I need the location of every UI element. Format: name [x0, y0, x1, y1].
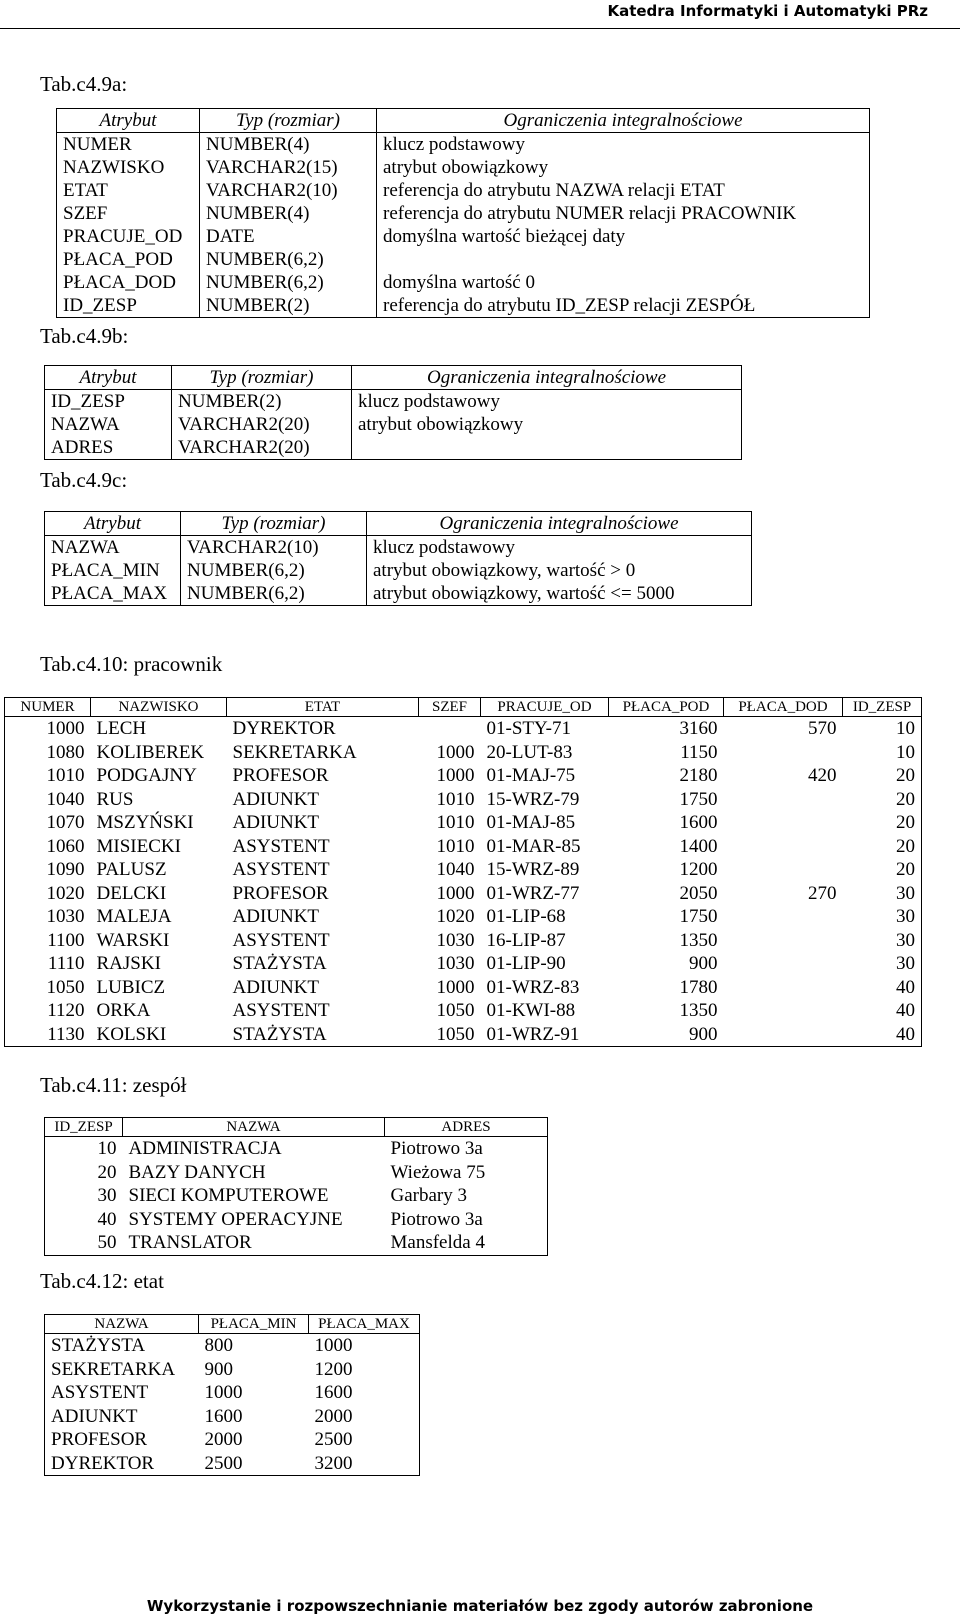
table-cell: 800	[204, 1335, 233, 1356]
page-header: Katedra Informatyki i Automatyki PRz	[607, 2, 928, 20]
table-cell: 2000	[314, 1405, 353, 1427]
table-cell: atrybut obowiązkowy	[358, 414, 524, 435]
table-row	[5, 905, 922, 929]
table-cell: PALUSZ	[96, 859, 167, 880]
table-cell: 01-LIP-68	[486, 906, 566, 927]
table-cell	[377, 248, 870, 271]
table-cell: 1000	[204, 1382, 243, 1403]
table-row	[45, 1405, 420, 1429]
table-cell: PROFESOR	[232, 882, 329, 904]
table-row	[5, 811, 922, 835]
column-header: NAZWA	[45, 1315, 199, 1334]
table-cell: 20	[896, 812, 915, 833]
table-cell: 570	[808, 718, 837, 739]
table-cell: MISIECKI	[96, 835, 181, 857]
table-cell: 1010	[46, 765, 85, 786]
column-header: PŁACA_MIN	[199, 1315, 309, 1334]
table-row	[57, 156, 870, 179]
table-cell: SIECI KOMPUTEROWE	[128, 1185, 329, 1206]
table-cell: 1750	[679, 906, 718, 927]
column-header: Typ (rozmiar)	[200, 109, 377, 133]
table-cell: 01-MAJ-85	[486, 812, 576, 833]
table-cell: ASYSTENT	[232, 859, 330, 880]
table-cell: RUS	[96, 788, 134, 810]
table-cell: PROFESOR	[232, 765, 329, 786]
table-cell: SEKRETARKA	[232, 741, 357, 763]
caption-tab12: Tab.c4.12: etat	[40, 1269, 164, 1293]
table-cell: 1200	[679, 859, 718, 880]
table-cell: referencja do atrybutu NUMER relacji PRACOWNIK	[383, 203, 797, 224]
table-cell: 1130	[47, 1023, 85, 1045]
table-cell: atrybut obowiązkowy, wartość > 0	[373, 560, 636, 581]
table-cell	[724, 929, 843, 953]
table-cell: domyślna wartość bieżącej daty	[383, 226, 626, 247]
table-cell: ASYSTENT	[51, 1382, 149, 1403]
table-cell: 30	[896, 906, 915, 927]
table-cell: 20-LUT-83	[486, 741, 573, 763]
table-cell: 900	[689, 1023, 718, 1045]
table-cell: 01-KWI-88	[486, 1000, 576, 1021]
column-header: Ograniczenia integralnościowe	[377, 109, 870, 133]
table-cell: 01-MAJ-75	[486, 765, 576, 786]
column-header: ADRES	[385, 1118, 548, 1137]
table-cell: PŁACA_MAX	[45, 582, 181, 606]
table-cell: 50	[97, 1232, 117, 1253]
table-body	[45, 536, 752, 606]
table-body	[57, 133, 870, 318]
table-cell: VARCHAR2(15)	[200, 156, 377, 179]
table-cell: 2500	[204, 1452, 243, 1474]
table-cell: LECH	[96, 718, 147, 739]
table-cell: STAŻYSTA	[232, 1023, 327, 1045]
table-cell: 20	[896, 835, 915, 857]
table-cell: DYREKTOR	[51, 1452, 155, 1474]
table-cell	[724, 999, 843, 1023]
table-tab9c	[44, 511, 752, 606]
table-etat	[44, 1314, 420, 1476]
table-row	[57, 133, 870, 157]
table-cell: NUMBER(2)	[200, 294, 377, 318]
table-cell: ADIUNKT	[232, 812, 320, 833]
table-row	[45, 582, 752, 606]
table-cell: ASYSTENT	[232, 835, 330, 857]
table-cell: 1000	[436, 765, 475, 786]
table-header-row	[45, 512, 752, 536]
table-cell	[724, 811, 843, 835]
table-cell: 1350	[679, 929, 718, 951]
table-cell: PŁACA_DOD	[57, 271, 200, 294]
table-row	[5, 1023, 922, 1047]
table-cell: PŁACA_POD	[57, 248, 200, 271]
table-cell: DATE	[200, 225, 377, 248]
caption-tab9c: Tab.c4.9c:	[40, 468, 128, 492]
table-cell: 1780	[679, 976, 718, 998]
table-cell: 1000	[46, 718, 85, 739]
table-cell: 1080	[46, 741, 85, 763]
table-row	[45, 559, 752, 582]
table-cell: NAZWA	[45, 536, 181, 560]
table-row	[45, 1231, 548, 1255]
table-row	[5, 952, 922, 976]
table-header-row	[45, 1315, 420, 1334]
table-cell: 1750	[679, 788, 718, 810]
table-row	[45, 1208, 548, 1232]
table-cell: 40	[896, 1023, 915, 1045]
table-row	[5, 788, 922, 812]
column-header: ID_ZESP	[45, 1118, 123, 1137]
page-footer: Wykorzystanie i rozpowszechnianie materiałów bez zgody autorów zabronione	[146, 1597, 814, 1615]
column-header: Atrybut	[45, 366, 172, 390]
table-cell	[352, 436, 742, 460]
table-row	[5, 717, 922, 741]
table-cell: LUBICZ	[96, 976, 166, 998]
table-cell: 1000	[436, 882, 475, 904]
table-cell: PODGAJNY	[96, 765, 197, 786]
table-cell: STAŻYSTA	[232, 953, 327, 974]
table-cell: 1050	[46, 976, 85, 998]
table-row	[45, 536, 752, 560]
column-header: Atrybut	[45, 512, 181, 536]
table-cell: 3200	[314, 1452, 353, 1474]
table-cell	[724, 741, 843, 765]
table-cell: referencja do atrybutu NAZWA relacji ETAT	[383, 180, 725, 201]
column-header: PŁACA_MAX	[309, 1315, 420, 1334]
table-row	[45, 1358, 420, 1382]
table-cell: 1400	[679, 835, 718, 857]
table-row	[5, 858, 922, 882]
column-header: PŁACA_DOD	[724, 698, 843, 717]
table-header-row	[5, 698, 922, 717]
table-cell: klucz podstawowy	[383, 134, 525, 155]
table-cell	[724, 952, 843, 976]
table-cell: 420	[808, 765, 837, 786]
table-cell: 16-LIP-87	[486, 929, 566, 951]
table-cell: atrybut obowiązkowy	[383, 157, 549, 178]
table-cell: 20	[896, 859, 915, 880]
table-cell: 1150	[680, 741, 718, 763]
table-cell: NUMBER(6,2)	[200, 271, 377, 294]
table-cell: PROFESOR	[51, 1429, 148, 1450]
table-row	[45, 436, 742, 460]
table-cell: ASYSTENT	[232, 1000, 330, 1021]
table-cell: 1050	[436, 1023, 475, 1045]
column-header: NAZWISKO	[91, 698, 227, 717]
table-cell: SYSTEMY OPERACYJNE	[128, 1208, 343, 1230]
table-zespol	[44, 1117, 548, 1256]
table-cell: 10	[896, 718, 915, 739]
table-cell	[724, 1023, 843, 1047]
header-rule	[0, 28, 960, 29]
table-cell: klucz podstawowy	[358, 391, 500, 412]
column-header: Ograniczenia integralnościowe	[367, 512, 752, 536]
table-row	[57, 225, 870, 248]
column-header: Typ (rozmiar)	[181, 512, 367, 536]
table-cell: 1600	[314, 1382, 353, 1403]
column-header: SZEF	[419, 698, 481, 717]
column-header: Atrybut	[57, 109, 200, 133]
table-row	[45, 1161, 548, 1185]
table-body	[45, 390, 742, 460]
table-cell	[724, 905, 843, 929]
table-header-row	[45, 1118, 548, 1137]
table-row	[5, 835, 922, 859]
table-cell: 1200	[314, 1358, 353, 1380]
table-cell: 1040	[436, 859, 475, 880]
table-row	[5, 976, 922, 1000]
table-cell: ADIUNKT	[51, 1405, 138, 1427]
table-cell: 1040	[46, 788, 85, 810]
table-cell: 15-WRZ-89	[486, 859, 580, 880]
table-cell: RAJSKI	[96, 953, 161, 974]
column-header: ID_ZESP	[843, 698, 922, 717]
table-cell: WARSKI	[96, 929, 170, 951]
table-row	[57, 248, 870, 271]
table-row	[5, 929, 922, 953]
table-row	[5, 741, 922, 765]
table-body	[45, 1334, 420, 1476]
table-cell: domyślna wartość 0	[383, 272, 535, 293]
table-cell: 20	[896, 765, 915, 786]
caption-tab9a: Tab.c4.9a:	[40, 72, 128, 96]
table-header-row	[57, 109, 870, 133]
table-cell: 1050	[436, 1000, 475, 1021]
table-row	[57, 202, 870, 225]
table-cell: 1010	[436, 812, 475, 833]
table-cell: TRANSLATOR	[128, 1232, 252, 1253]
table-tab9b	[44, 365, 742, 460]
table-cell: 30	[896, 882, 915, 904]
table-cell: Mansfelda 4	[390, 1232, 485, 1253]
table-cell: 1010	[436, 835, 475, 857]
table-row	[45, 1452, 420, 1476]
table-cell: 1120	[47, 1000, 85, 1021]
caption-tab11: Tab.c4.11: zespół	[40, 1073, 187, 1097]
table-cell: 30	[97, 1185, 117, 1206]
table-cell	[724, 858, 843, 882]
table-cell: 3160	[679, 718, 718, 739]
table-cell: 1020	[46, 882, 85, 904]
table-cell: 2180	[679, 765, 718, 786]
table-cell: 2500	[314, 1429, 353, 1450]
caption-tab9b: Tab.c4.9b:	[40, 324, 129, 348]
table-cell: 1600	[204, 1405, 243, 1427]
table-body	[45, 1137, 548, 1256]
table-cell: 01-WRZ-83	[486, 976, 580, 998]
table-row	[45, 1428, 420, 1452]
table-body	[5, 717, 922, 1047]
table-row	[57, 294, 870, 318]
table-cell: 1070	[46, 812, 85, 833]
column-header: PRACUJE_OD	[481, 698, 609, 717]
table-cell: 1110	[47, 953, 85, 974]
table-cell: 01-WRZ-91	[486, 1023, 580, 1045]
table-cell: 1000	[314, 1335, 353, 1356]
table-cell: 1020	[436, 906, 475, 927]
table-cell: ADIUNKT	[232, 976, 320, 998]
table-cell: 10	[896, 741, 915, 763]
table-cell: ID_ZESP	[45, 390, 172, 414]
table-cell	[419, 717, 481, 741]
table-cell: Piotrowo 3a	[390, 1138, 483, 1159]
table-cell: PRACUJE_OD	[57, 225, 200, 248]
table-row	[45, 390, 742, 414]
table-cell	[724, 976, 843, 1000]
table-cell: 30	[896, 929, 915, 951]
table-cell: 1350	[679, 1000, 718, 1021]
table-cell: SEKRETARKA	[51, 1358, 176, 1380]
table-cell: NUMER	[57, 133, 200, 157]
table-cell: STAŻYSTA	[51, 1335, 146, 1356]
table-row	[45, 1137, 548, 1161]
table-cell: 1010	[436, 788, 475, 810]
table-cell: Garbary 3	[390, 1185, 467, 1206]
table-cell: 1000	[436, 976, 475, 998]
table-cell: 2050	[679, 882, 718, 904]
table-cell: ADRES	[45, 436, 172, 460]
table-row	[5, 999, 922, 1023]
table-cell: 01-MAR-85	[486, 835, 581, 857]
table-cell: referencja do atrybutu ID_ZESP relacji ZESPÓŁ	[383, 295, 756, 316]
table-cell: ID_ZESP	[57, 294, 200, 318]
column-header: NAZWA	[123, 1118, 385, 1137]
table-cell: MALEJA	[96, 906, 172, 927]
table-cell: 900	[204, 1358, 233, 1380]
table-header-row	[45, 366, 742, 390]
table-cell: 1000	[436, 741, 475, 763]
table-pracownik	[4, 697, 922, 1047]
table-cell: NUMBER(6,2)	[181, 559, 367, 582]
caption-tab10: Tab.c4.10: pracownik	[40, 652, 223, 676]
table-row	[57, 179, 870, 202]
table-cell: NAZWISKO	[57, 156, 200, 179]
table-cell: atrybut obowiązkowy, wartość <= 5000	[373, 583, 675, 604]
table-row	[45, 1184, 548, 1208]
table-cell: 40	[896, 976, 915, 998]
column-header: Ograniczenia integralnościowe	[352, 366, 742, 390]
table-cell: KOLSKI	[96, 1023, 167, 1045]
table-cell: NUMBER(4)	[200, 202, 377, 225]
table-cell: Wieżowa 75	[390, 1161, 486, 1183]
table-cell: 10	[97, 1138, 117, 1159]
table-row	[45, 413, 742, 436]
column-header: NUMER	[5, 698, 91, 717]
table-cell: 900	[689, 953, 718, 974]
column-header: PŁACA_POD	[609, 698, 724, 717]
table-cell: DELCKI	[96, 882, 167, 904]
table-cell: NUMBER(2)	[172, 390, 352, 414]
table-cell: 40	[97, 1208, 117, 1230]
table-cell: 01-STY-71	[486, 718, 571, 739]
table-cell: 1090	[46, 859, 85, 880]
table-cell: ADMINISTRACJA	[128, 1138, 282, 1159]
table-cell: NUMBER(6,2)	[181, 582, 367, 606]
table-cell: ORKA	[96, 1000, 151, 1021]
table-cell: NUMBER(6,2)	[200, 248, 377, 271]
table-cell: NUMBER(4)	[200, 133, 377, 157]
column-header: Typ (rozmiar)	[172, 366, 352, 390]
table-cell: 1100	[47, 929, 85, 951]
table-cell	[724, 835, 843, 859]
table-cell: 20	[97, 1161, 117, 1183]
table-cell: PŁACA_MIN	[45, 559, 181, 582]
table-cell: 1030	[46, 906, 85, 927]
table-cell: 270	[808, 882, 837, 904]
table-cell: klucz podstawowy	[373, 537, 515, 558]
table-cell: VARCHAR2(10)	[200, 179, 377, 202]
table-cell: 40	[896, 1000, 915, 1021]
table-cell: 01-LIP-90	[486, 953, 566, 974]
table-cell: Piotrowo 3a	[390, 1208, 483, 1230]
table-cell: 1030	[436, 929, 475, 951]
table-cell: 2000	[204, 1429, 243, 1450]
table-cell: ASYSTENT	[232, 929, 330, 951]
table-cell: BAZY DANYCH	[128, 1161, 266, 1183]
table-cell: ETAT	[57, 179, 200, 202]
table-cell: 1060	[46, 835, 85, 857]
table-row	[5, 882, 922, 906]
table-cell: NAZWA	[45, 413, 172, 436]
table-cell: MSZYŃSKI	[96, 812, 194, 833]
table-cell: SZEF	[57, 202, 200, 225]
table-cell: ADIUNKT	[232, 906, 320, 927]
table-cell: 1600	[679, 812, 718, 833]
table-cell	[724, 788, 843, 812]
table-cell: VARCHAR2(10)	[181, 536, 367, 560]
table-cell: 1030	[436, 953, 475, 974]
table-cell: ADIUNKT	[232, 788, 320, 810]
table-cell: VARCHAR2(20)	[172, 413, 352, 436]
table-cell: DYREKTOR	[232, 718, 336, 739]
table-row	[45, 1334, 420, 1358]
table-cell: VARCHAR2(20)	[172, 436, 352, 460]
table-cell: 20	[896, 788, 915, 810]
table-cell: 01-WRZ-77	[486, 882, 580, 904]
table-row	[45, 1381, 420, 1405]
table-cell: 30	[896, 953, 915, 974]
column-header: ETAT	[227, 698, 419, 717]
table-cell: 15-WRZ-79	[486, 788, 580, 810]
table-cell: KOLIBEREK	[96, 741, 205, 763]
table-row	[5, 764, 922, 788]
table-row	[57, 271, 870, 294]
table-tab9a	[56, 108, 870, 318]
